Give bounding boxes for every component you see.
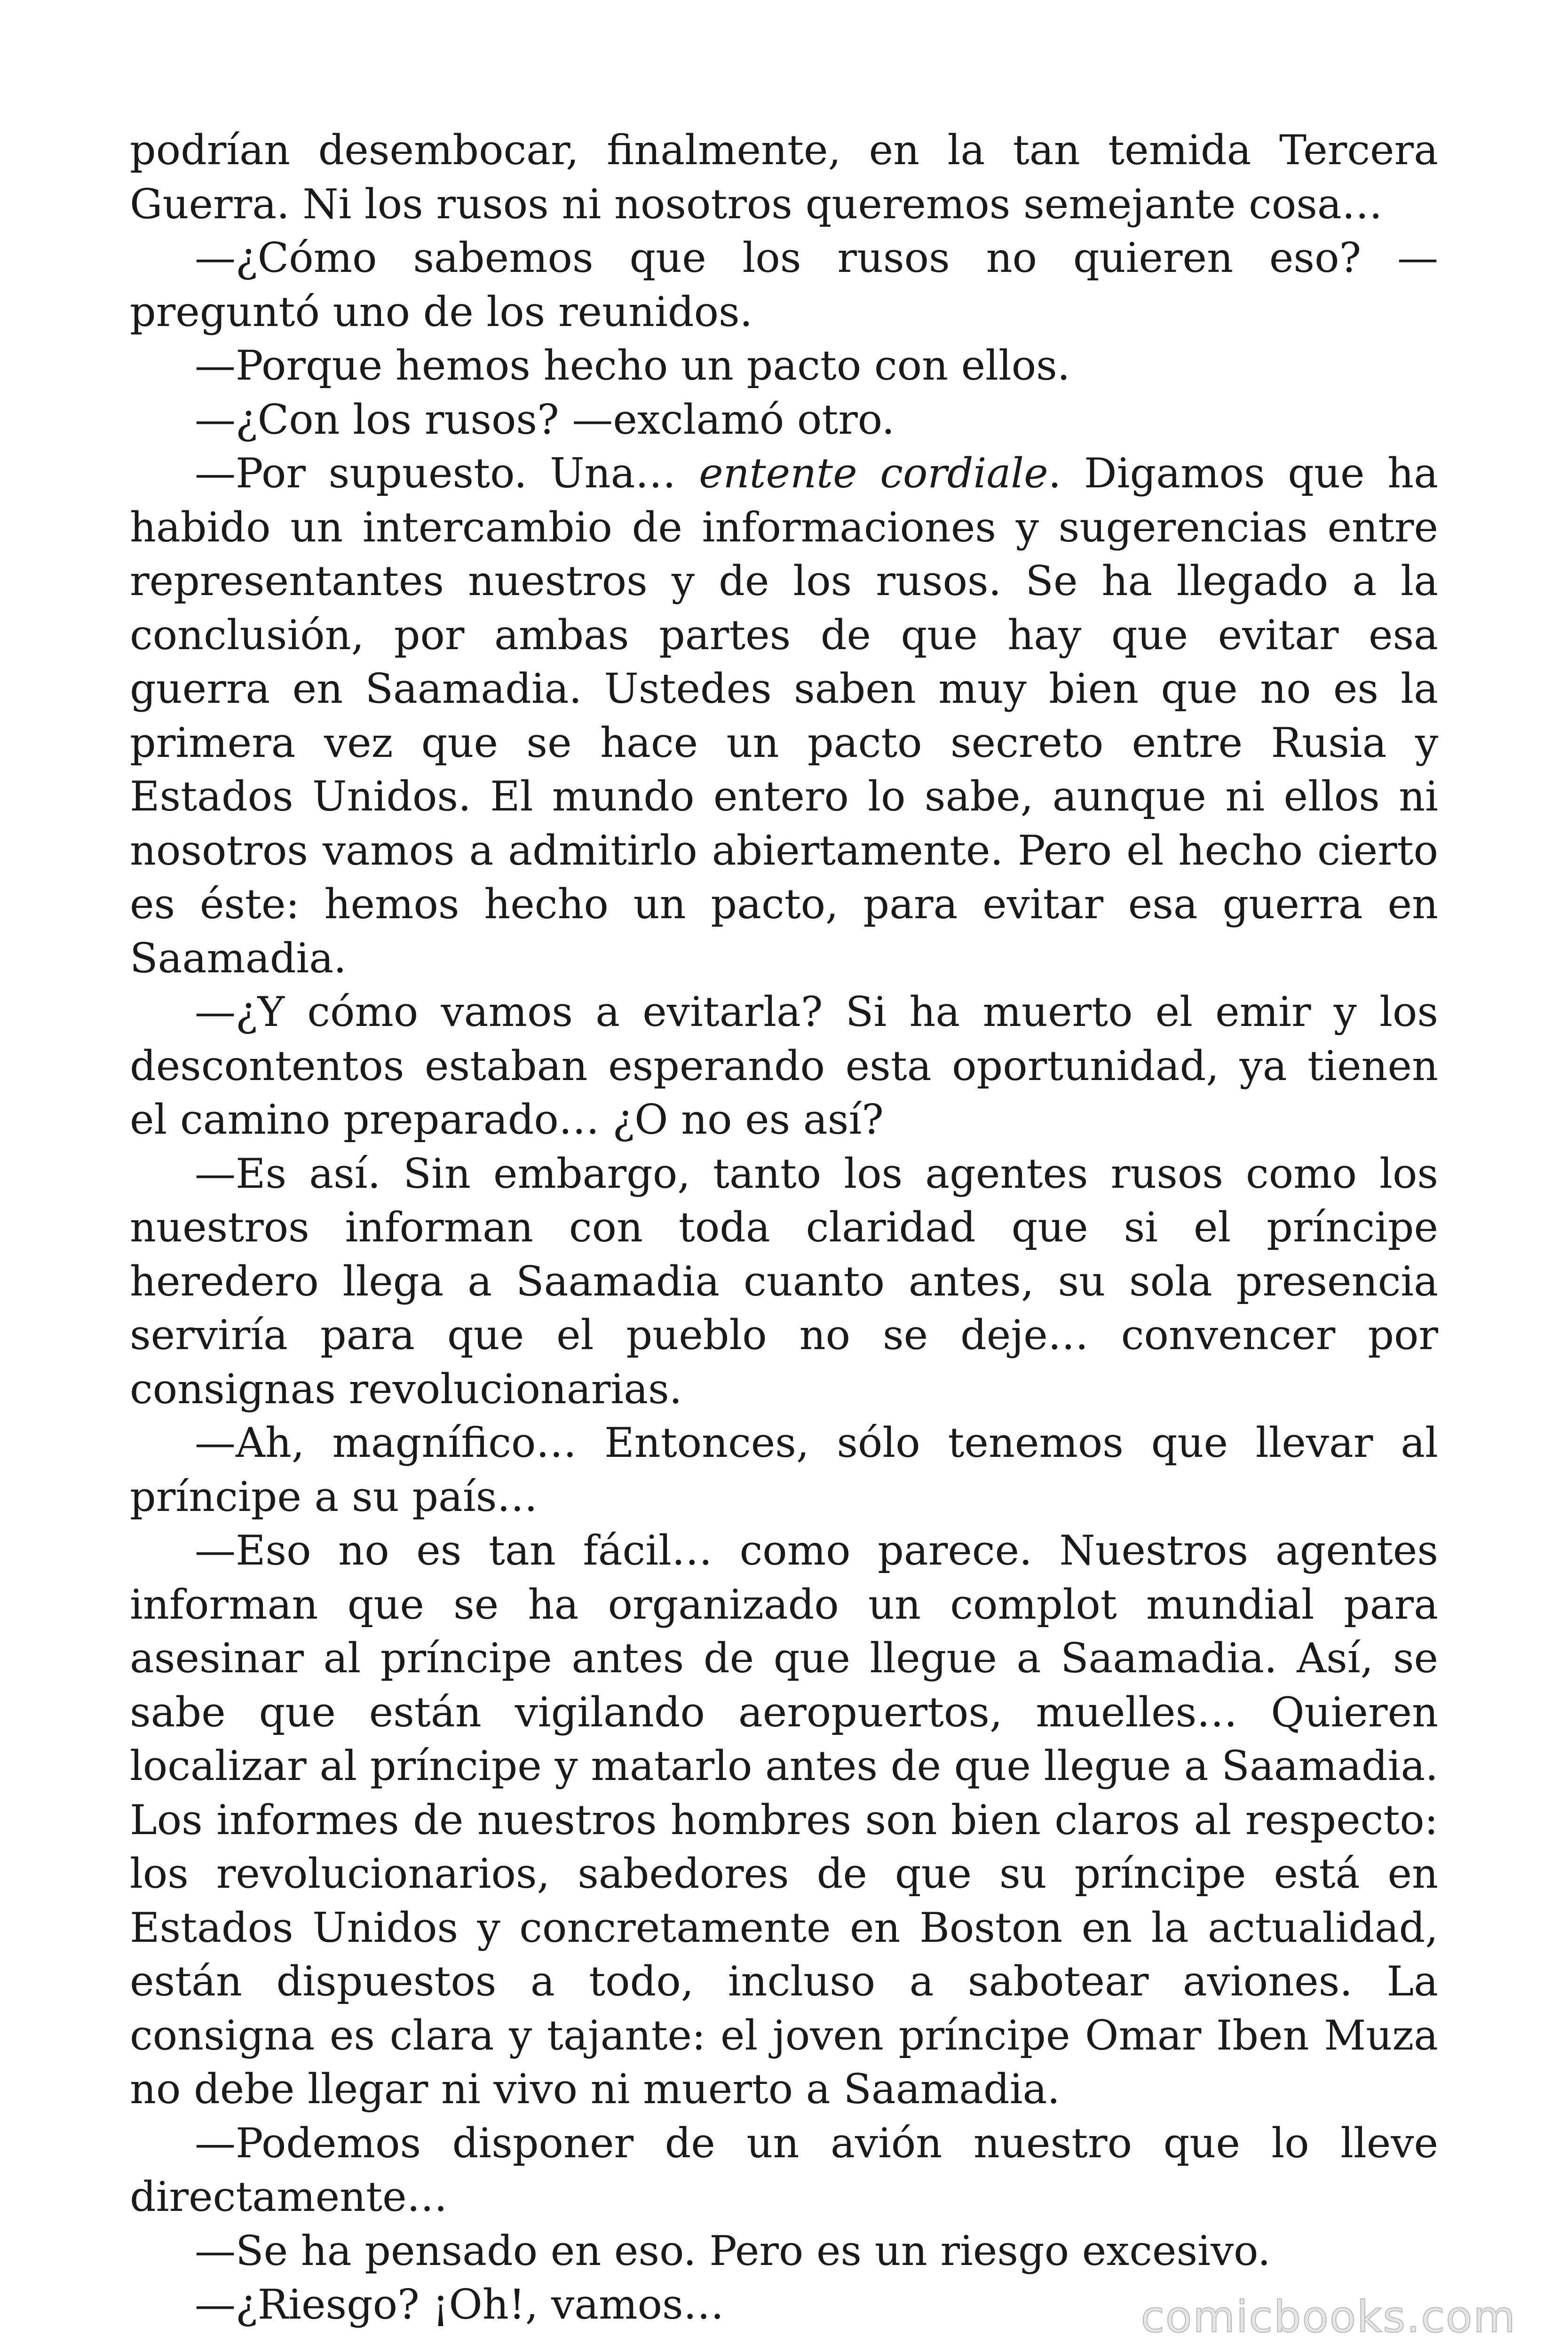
paragraph: podrían desembocar, finalmente, en la tan temida Tercera Guerra. Ni los rusos ni nosotros queremos semejante cosa… <box>130 126 1438 228</box>
paragraph: —Ah, magnífico… Entonces, sólo tenemos que llevar al príncipe a su país… <box>130 1419 1438 1521</box>
paragraph: —Es así. Sin embargo, tanto los agentes rusos como los nuestros informan con toda claridad que si el príncipe heredero llega a Saamadia cuanto antes, su sola presencia serviría para que el pueblo no se deje… convencer por consignas revolucionarias. <box>130 1149 1438 1413</box>
paragraph: —Eso no es tan fácil… como parece. Nuestros agentes informan que se ha organizado un complot mundial para asesinar al príncipe antes de que llegue a Saamadia. Así, se sabe que están vigilando aeropuertos, muelles… Quieren localizar al príncipe y matarlo antes de que llegue a Saamadia. Los informes de nuestros hombres son bien claros al respecto: los revolucionarios, sabedores de que su príncipe está en Estados Unidos y concretamente en Boston en la actualidad, están dispuestos a todo, incluso a sabotear aviones. La consigna es clara y tajante: el joven príncipe Omar Iben Muza no debe llegar ni vivo ni muerto a Saamadia. <box>130 1526 1438 2113</box>
paragraph: —¿Cómo sabemos que los rusos no quieren eso? —preguntó uno de los reunidos. <box>130 234 1438 336</box>
text-run: . Digamos que ha habido un intercambio de informaciones y sugerencias entre representantes nuestros y de los rusos. Se ha llegado a la conclusión, por ambas partes de que hay que evitar esa guerra en Saamadia. Ustedes saben muy bien que no es la primera vez que se hace un pacto secreto entre Rusia y Estados Unidos. El mundo entero lo sabe, aunque ni ellos ni nosotros vamos a admitirlo abiertamente. Pero el hecho cierto es éste: hemos hecho un pacto, para evitar esa guerra en Saamadia. <box>130 449 1438 982</box>
paragraph: —Se ha pensado en eso. Pero es un riesgo excesivo. <box>195 2226 1271 2275</box>
text-run: —Por supuesto. Una… <box>195 449 699 497</box>
italic-phrase: entente cordiale <box>699 449 1048 497</box>
paragraph <box>130 446 1438 985</box>
watermark: comicbooks.com <box>1140 2292 1516 2342</box>
paragraph: —¿Y cómo vamos a evitarla? Si ha muerto el emir y los descontentos estaban esperando esta oportunidad, ya tienen el camino preparado… ¿O no es así? <box>130 988 1438 1144</box>
paragraph: —Porque hemos hecho un pacto con ellos. <box>195 342 1070 389</box>
paragraph: —¿Riesgo? ¡Oh!, vamos… <box>195 2280 724 2328</box>
text-column <box>130 123 1438 2332</box>
paragraph: —¿Con los rusos? —exclamó otro. <box>195 395 895 444</box>
paragraph: —Podemos disponer de un avión nuestro que lo lleve directamente… <box>130 2119 1438 2221</box>
